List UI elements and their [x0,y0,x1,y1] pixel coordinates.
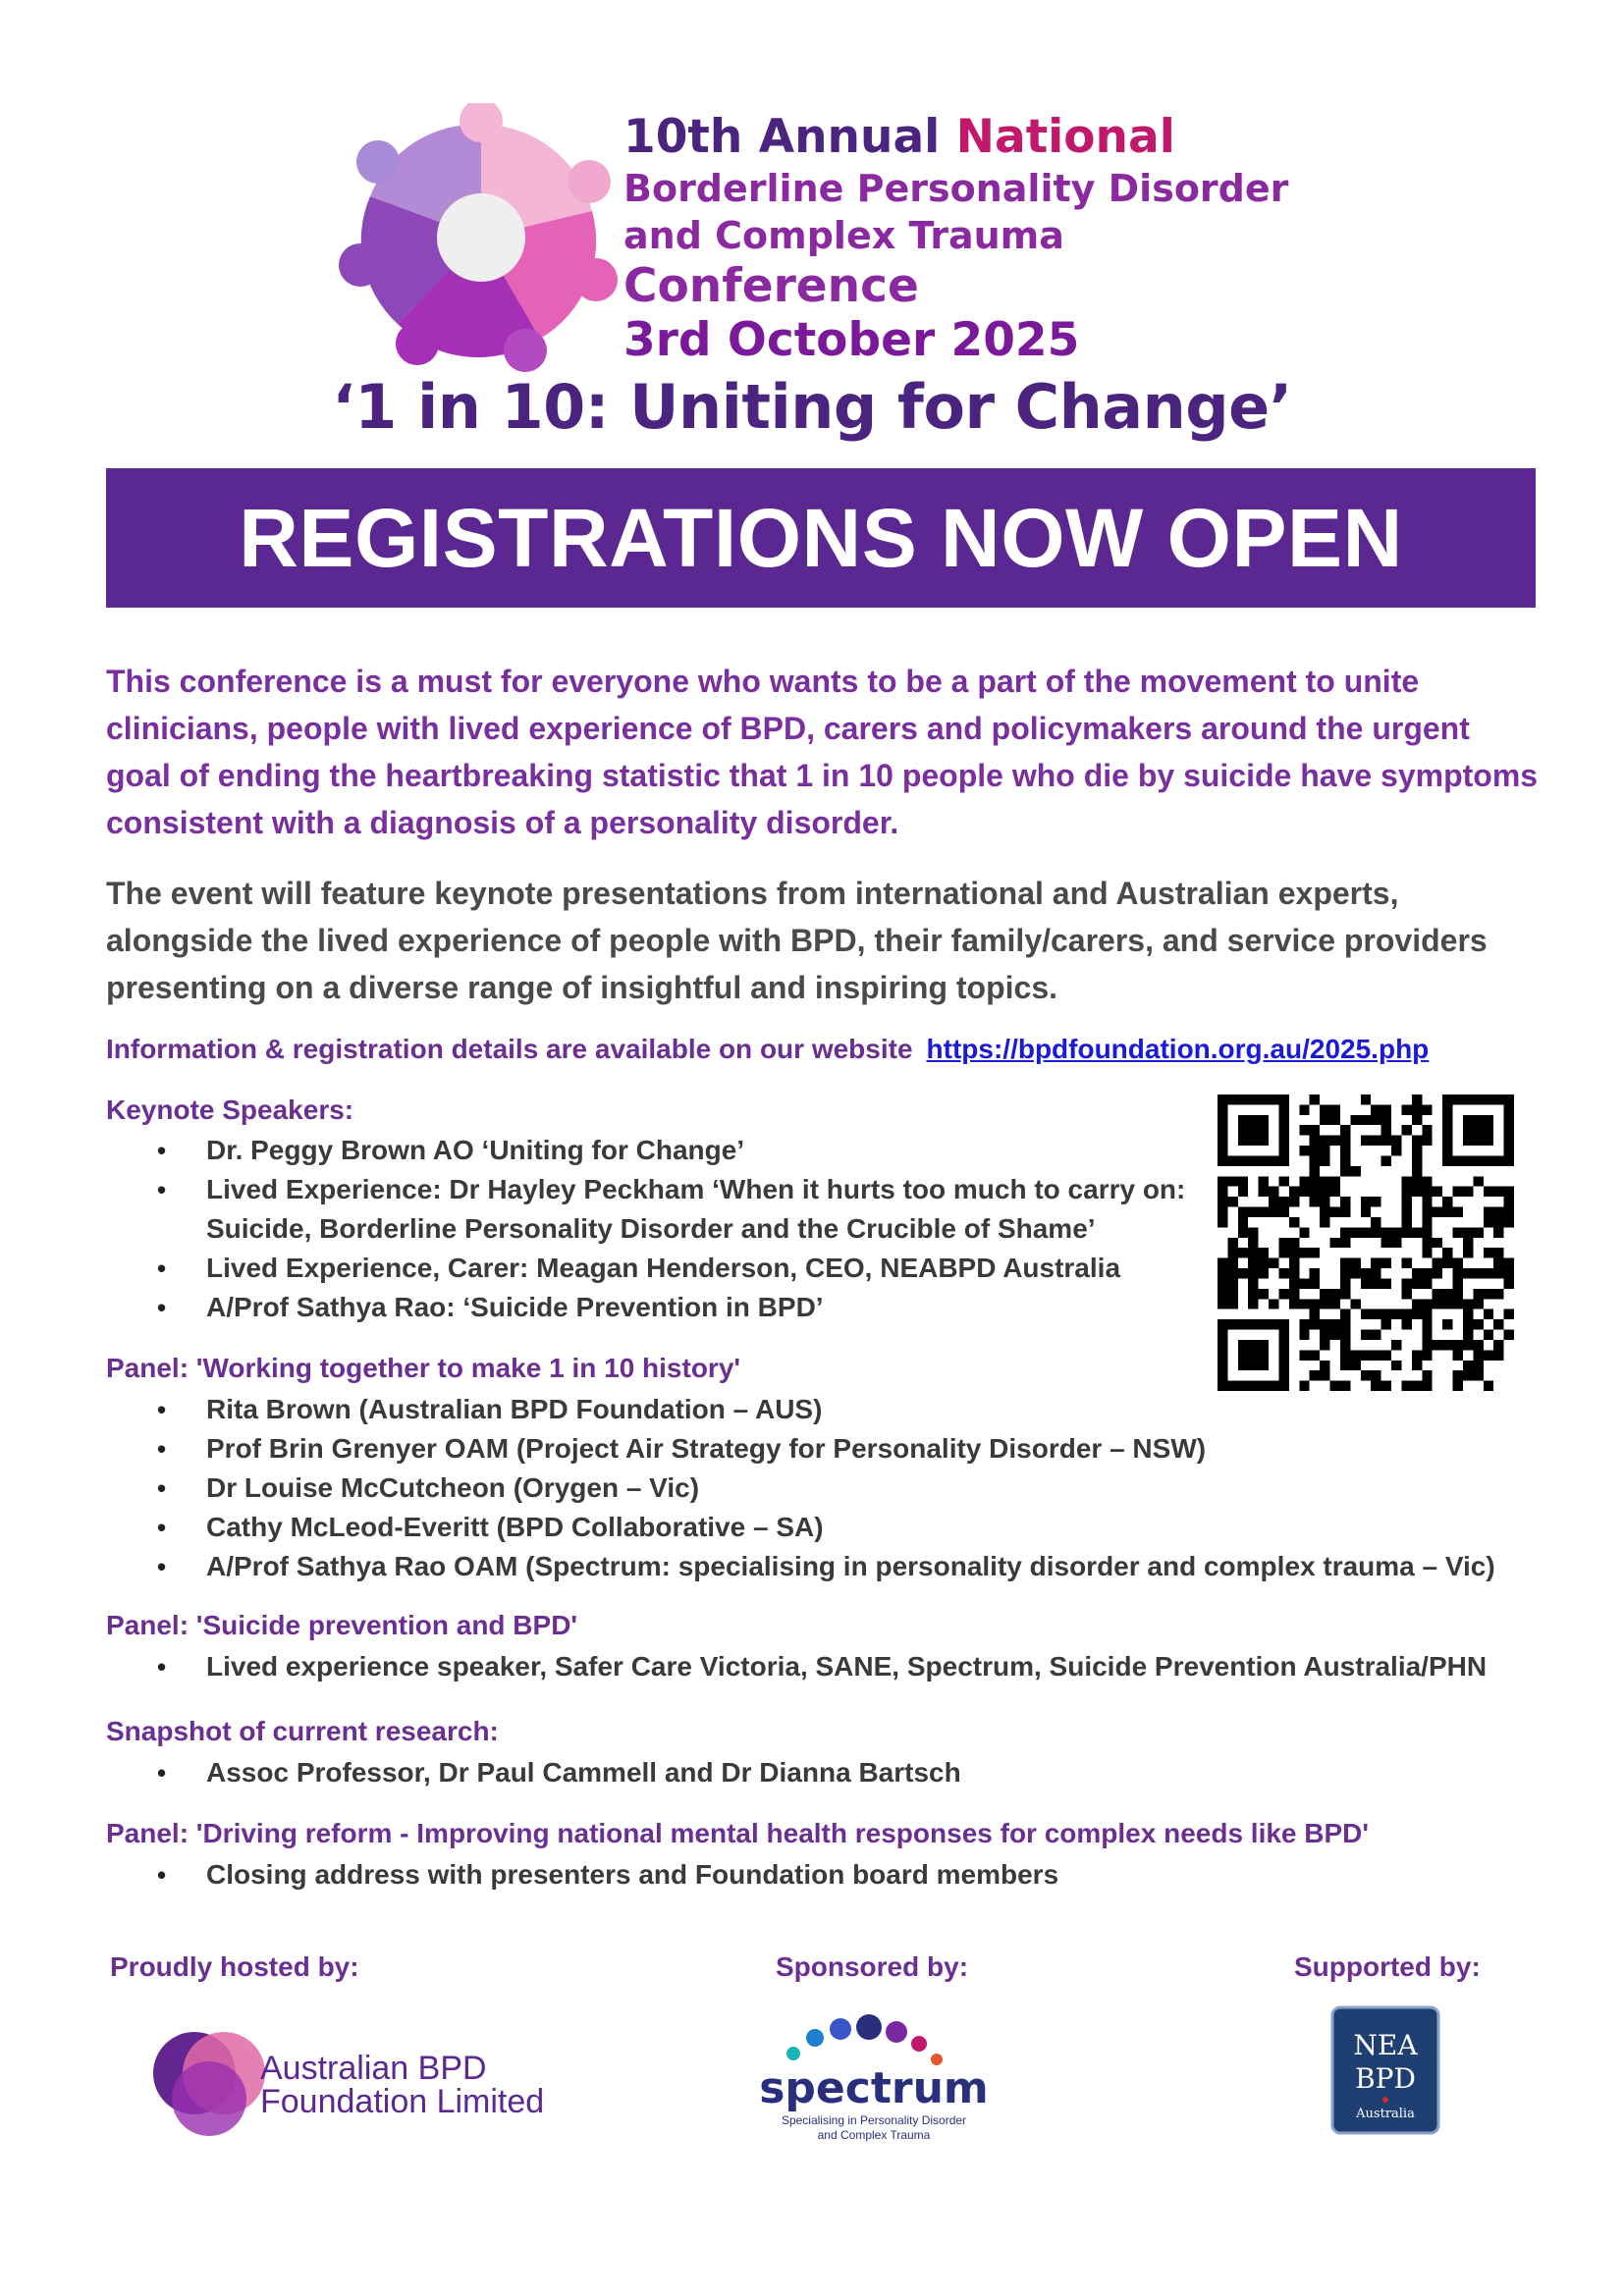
panel2-list [106,1647,1487,1686]
australia-text: Australia [1356,2107,1415,2121]
list-item: • Dr Louise McCutcheon (Orygen – Vic) [106,1468,1495,1508]
bullet-icon: • [157,1434,167,1464]
spectrum-logo [746,2002,1001,2150]
research-heading: Snapshot of current research: [106,1716,499,1746]
banner-text: REGISTRATIONS NOW OPEN [239,491,1403,584]
list-item: • Dr. Peggy Brown AO ‘Uniting for Change’ [106,1131,1247,1170]
conference-title-block [623,110,1370,367]
conference-theme: ‘1 in 10: Uniting for Change’ [332,371,1292,443]
event-paragraph: The event will feature keynote presentations from international and Australian experts, alongside the lived experience of people with BPD, their family/carers, and service providers presenting on a diverse range of insightful and inspiring topics. [106,876,1488,1005]
keynote-heading: Keynote Speakers: [106,1095,354,1125]
panel3-list [106,1855,1058,1895]
spectrum-tagline-1: Specialising in Personality Disorder [781,2113,967,2127]
supported-by-label: Supported by: [1294,1951,1481,1982]
bullet-icon: • [157,1552,167,1581]
neabpd-australia-logo [1330,2005,1440,2135]
qr-code-icon[interactable] [1218,1095,1514,1391]
list-item: • A/Prof Sathya Rao: ‘Suicide Prevention in BPD’ [106,1288,1247,1327]
panel2-heading: Panel: 'Suicide prevention and BPD' [106,1610,578,1640]
list-item: • Lived experience speaker, Safer Care Victoria, SANE, Spectrum, Suicide Prevention Australia/PHN [106,1647,1487,1686]
bullet-icon: • [157,1254,167,1283]
info-line [106,1031,1540,1068]
panel1-heading: Panel: 'Working together to make 1 in 10 history' [106,1353,741,1383]
spectrum-tagline-2: and Complex Trauma [817,2128,931,2142]
intro-paragraph: This conference is a must for everyone who wants to be a part of the movement to unite clinicians, people with lived experience of BPD, carers and policymakers around the urgent goal of ending the heartbreaking statistic that 1 in 10 people who die by suicide have symptoms consistent with a diagnosis of a personality disorder. [106,664,1539,840]
sponsored-by-label: Sponsored by: [776,1951,969,1982]
panel1-list [106,1390,1495,1586]
conference-date: 3rd October 2025 [623,313,1080,367]
bpd-text: BPD [1355,2062,1416,2095]
conference-gear-logo [339,103,623,373]
bullet-icon: • [157,1758,167,1788]
panel3-heading: Panel: 'Driving reform - Improving national mental health responses for complex needs like BPD' [106,1818,1370,1848]
bullet-icon: • [157,1136,167,1165]
bullet-icon: • [157,1175,167,1204]
info-text: Information & registration details are available on our website [106,1034,913,1064]
title-line-trauma: and Complex Trauma [623,214,1064,257]
registration-banner [106,468,1536,608]
list-item: • Prof Brin Grenyer OAM (Project Air Strategy for Personality Disorder – NSW) [106,1429,1495,1468]
bullet-icon: • [157,1860,167,1890]
bullet-icon: • [157,1652,167,1682]
list-item: • Rita Brown (Australian BPD Foundation – AUS) [106,1390,1495,1429]
nea-text: NEA [1353,2029,1418,2061]
list-item: • Cathy McLeod-Everitt (BPD Collaborative – SA) [106,1508,1495,1547]
nea-emblem-icon [1382,2097,1388,2103]
hosted-by-label: Proudly hosted by: [110,1951,359,1982]
spectrum-name: spectrum [759,2063,989,2113]
title-line-bpd: Borderline Personality Disorder [623,167,1289,210]
title-line-national: National [955,110,1175,164]
list-item: • A/Prof Sathya Rao OAM (Spectrum: specialising in personality disorder and complex trauma – Vic) [106,1547,1495,1586]
list-item: • Closing address with presenters and Foundation board members [106,1855,1058,1895]
bullet-icon: • [157,1395,167,1424]
list-item: • Lived Experience: Dr Hayley Peckham ‘When it hurts too much to carry on: Suicide, Borderline Personality Disorder and the Crucible of Shame’ [106,1170,1247,1249]
abf-name-line1: Australian BPD [260,2050,487,2087]
bullet-icon: • [157,1293,167,1322]
puzzle-gear-icon [339,103,618,372]
bullet-icon: • [157,1513,167,1542]
website-link[interactable]: https://bpdfoundation.org.au/2025.php [926,1034,1430,1064]
list-item: • Assoc Professor, Dr Paul Cammell and Dr Dianna Bartsch [106,1753,961,1792]
bullet-icon: • [157,1473,167,1503]
australian-bpd-foundation-logo [137,2022,550,2140]
keynote-list [106,1131,1247,1327]
research-list [106,1753,961,1792]
list-item: • Lived Experience, Carer: Meagan Henderson, CEO, NEABPD Australia [106,1249,1247,1288]
abf-name-line2: Foundation Limited [260,2083,545,2120]
title-line-annual: 10th Annual [623,110,956,164]
title-line-conference: Conference [623,259,919,313]
